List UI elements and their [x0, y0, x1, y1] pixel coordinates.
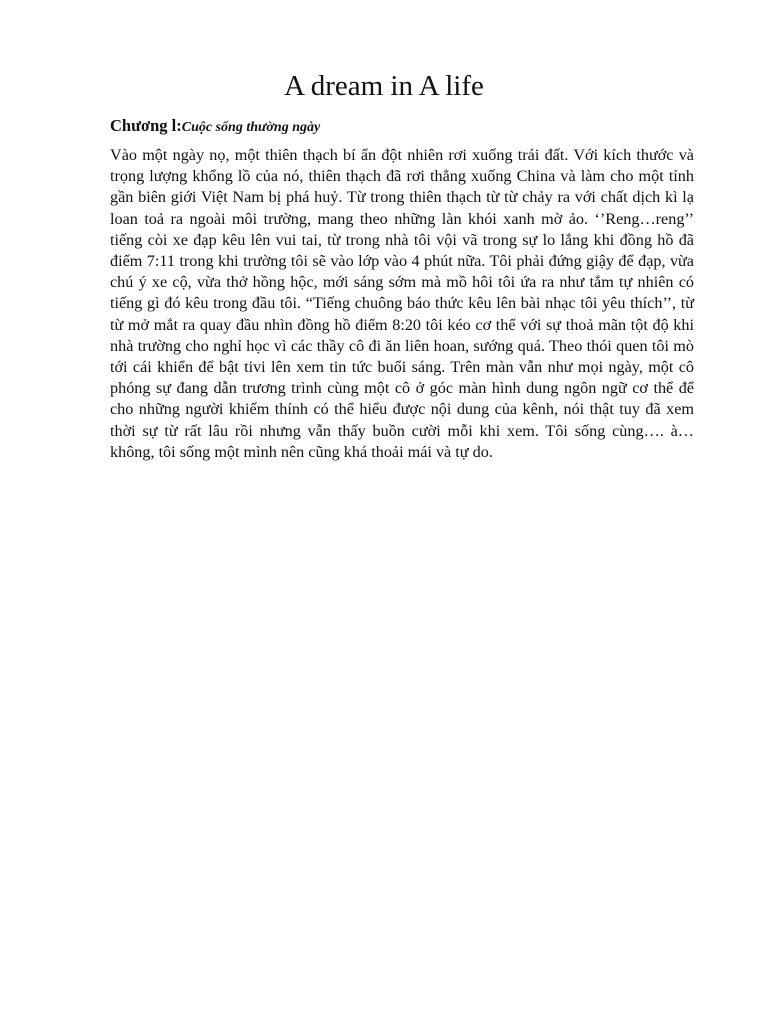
- chapter-subtitle: Cuộc sống thường ngày: [181, 120, 321, 135]
- chapter-label: Chương l:: [110, 116, 182, 135]
- body-paragraph: Vào một ngày nọ, một thiên thạch bí ẩn đột nhiên rơi xuống trái đất. Với kích thước và trọng lượng khổng lồ của nó, thiên thạch đã rơi thẳng xuống China và làm cho một tỉnh gần biên giới Việt Nam bị phá huỷ. Từ trong thiên thạch từ từ chảy ra với chất dịch kì lạ loan toả ra ngoài môi trường, mang theo những làn khói xanh mờ ảo. ‘’Reng…reng’’ tiếng còi xe đạp kêu lên vui tai, từ trong nhà tôi vội vã trong sự lo lắng khi đồng hồ đã điểm 7:11 trong khi trường tôi sẽ vào lớp vào 4 phút nữa. Tôi phải đứng giậy để đạp, vừa chú ý xe cộ, vừa thở hồng hộc, mới sáng sớm mà mồ hôi tôi ứa ra như tắm tự nhiên có tiếng gì đó kêu trong đầu tôi. “Tiếng chuông báo thức kêu lên bài nhạc tôi yêu thích’’, từ từ mở mắt ra quay đầu nhìn đồng hồ điểm 8:20 tôi kéo cơ thể với sự thoả mãn tột độ khi nhà trường cho nghỉ học vì các thầy cô đi ăn liên hoan, sướng quá. Theo thói quen tôi mò tới cái khiển để bật tivi lên xem tin tức buổi sáng. Trên màn vẫn như mọi ngày, một cô phóng sự đang dẫn trương trình cùng một cô ở góc màn hình dung ngôn ngữ cơ thể để cho những người khiếm thính có thể hiểu được nội dung của kênh, nói thật tuy đã xem thời sự từ rất lâu rồi nhưng vẫn thấy buồn cười mỗi khi xem. Tôi sống cùng…. à… không, tôi sống một mình nên cũng khá thoải mái và tự do.: [110, 146, 694, 461]
- document-title: A dream in A life: [284, 70, 484, 102]
- chapter-heading: [110, 116, 694, 138]
